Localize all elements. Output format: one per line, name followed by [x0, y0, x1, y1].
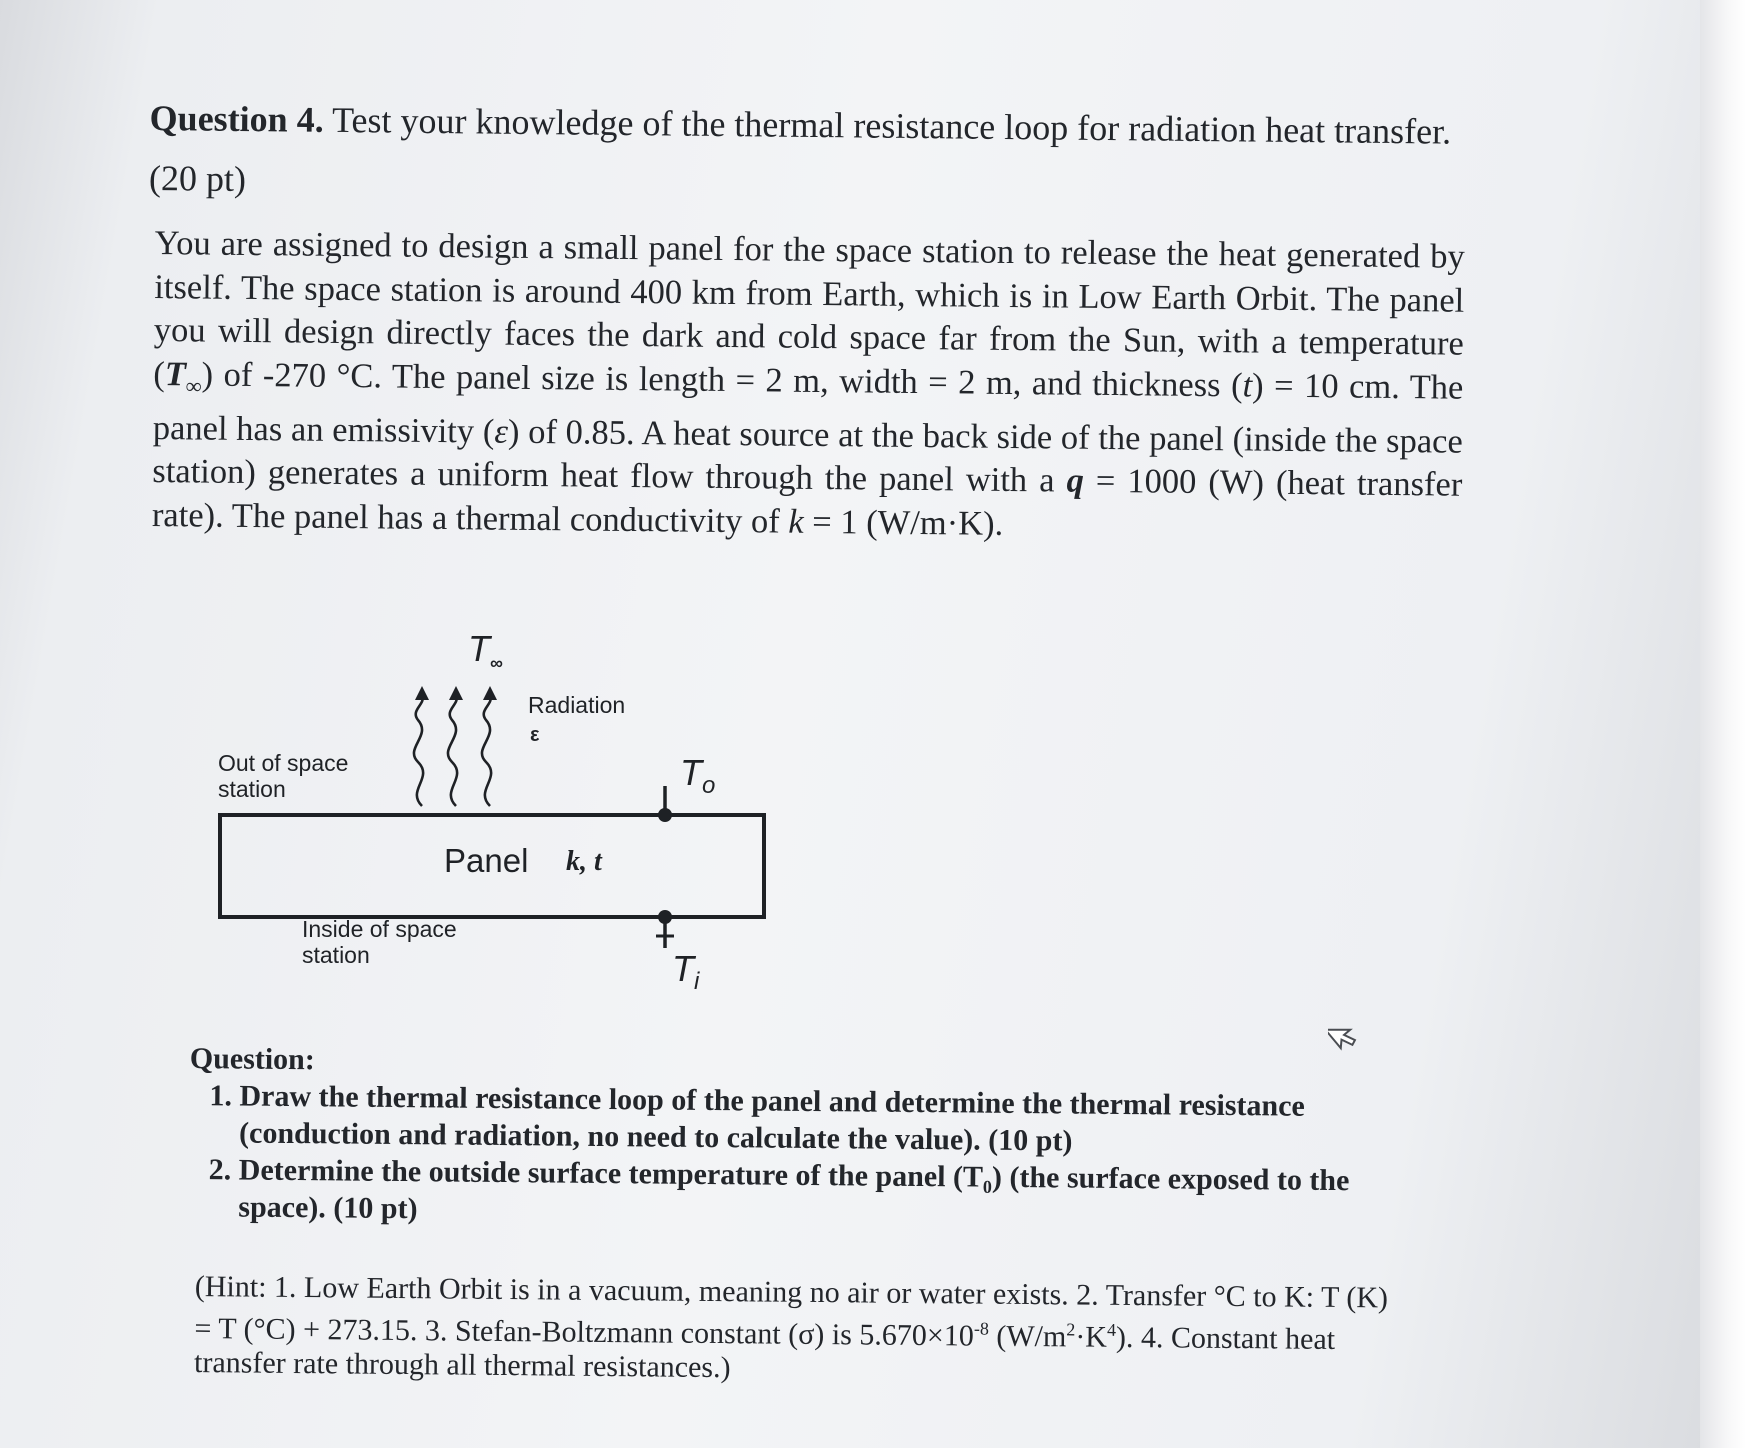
t-inf-subscript: ∞ [185, 372, 202, 398]
question-number: Question 4. [149, 97, 324, 140]
hint-part-2: (W/m [988, 1319, 1067, 1354]
k-t-label: k, t [566, 846, 602, 877]
t-inf-symbol: T [164, 354, 187, 393]
hint-exponent-2: 2 [1066, 1319, 1076, 1340]
question-title [149, 88, 1490, 222]
ti-node [658, 910, 672, 924]
hint-part-3: ·K [1075, 1320, 1108, 1354]
panel-label: Panel [444, 842, 529, 879]
radiation-arrow-2 [448, 696, 457, 806]
out-of-station-label: Out of space station [218, 750, 349, 802]
epsilon-label: ε [530, 724, 540, 746]
panel-diagram [210, 620, 770, 1000]
radiation-label: Radiation [528, 692, 626, 718]
problem-text-1: You are assigned to design a small panel for the space station to release the heat generated by itself. The space station is around 400 km from Earth, which is in Low Earth Orbit. The panel you will design directly faces the dark and cold space far from the Sun, with a temperature ( [153, 223, 1465, 393]
radiation-arrow-1 [414, 696, 423, 806]
problem-text-3: ) = 10 cm. The panel has an emissivity ( [152, 365, 1464, 451]
t-infinity-label: $T_\infty$ [468, 628, 503, 674]
radiation-arrows [414, 696, 491, 806]
questions-list [188, 1077, 1399, 1237]
screen-edge [1700, 0, 1746, 1448]
question-item-1: 1. Draw the thermal resistance loop of the panel and determine the thermal resistance (conduction and radiation, no need to calculate the value). (10 pt) [239, 1077, 1400, 1162]
t-symbol: t [1242, 365, 1253, 404]
to-node [658, 808, 672, 822]
t-i-label: $T_i$ [672, 948, 700, 996]
q-symbol: q [1066, 461, 1085, 501]
problem-text-2: ) of -270 °C. The panel size is length = 2 m, width = 2 m, and thickness ( [201, 354, 1243, 404]
hint-part-4: ). 4. Constant heat transfer rate through all thermal resistances.) [193, 1320, 1336, 1385]
radiation-arrowheads [415, 686, 497, 700]
inside-station-label: Inside of space station [302, 916, 457, 968]
problem-text-5: = 1000 (W) (heat transfer rate). The panel has a thermal conductivity of [151, 462, 1463, 541]
hint-exponent-3: 4 [1106, 1319, 1117, 1340]
t-o-label: $T_o$ [680, 752, 716, 800]
problem-statement [152, 222, 1465, 551]
hint-text [194, 1270, 1395, 1392]
hint-exponent-1: -8 [973, 1318, 989, 1339]
hint-part-1: (Hint: 1. Low Earth Orbit is in a vacuum, meaning no air or water exists. 2. Transfer °C to K: T (K) = T (°C) + 273.15. 3. Stefan-Boltzmann constant (σ) is 5.670×10 [194, 1270, 1389, 1353]
problem-text-6: = 1 (W/m·K). [803, 502, 1004, 543]
questions-heading: Question: [189, 1041, 315, 1077]
epsilon-symbol: ε [494, 412, 509, 451]
sub-questions [188, 1040, 1400, 1237]
question-title-text: Test your knowledge of the thermal resistance loop for radiation heat transfer. (20 pt) [148, 99, 1452, 200]
question-item-2: 2. Determine the outside surface temperature of the panel (T₀) (the surface exposed to the space). (10 pt) [238, 1151, 1399, 1236]
k-symbol: k [788, 502, 804, 541]
problem-text-4: ) of 0.85. A heat source at the back side of the panel (inside the space station) generates a uniform heat flow through the panel with a [152, 412, 1463, 500]
radiation-arrow-3 [482, 696, 491, 806]
